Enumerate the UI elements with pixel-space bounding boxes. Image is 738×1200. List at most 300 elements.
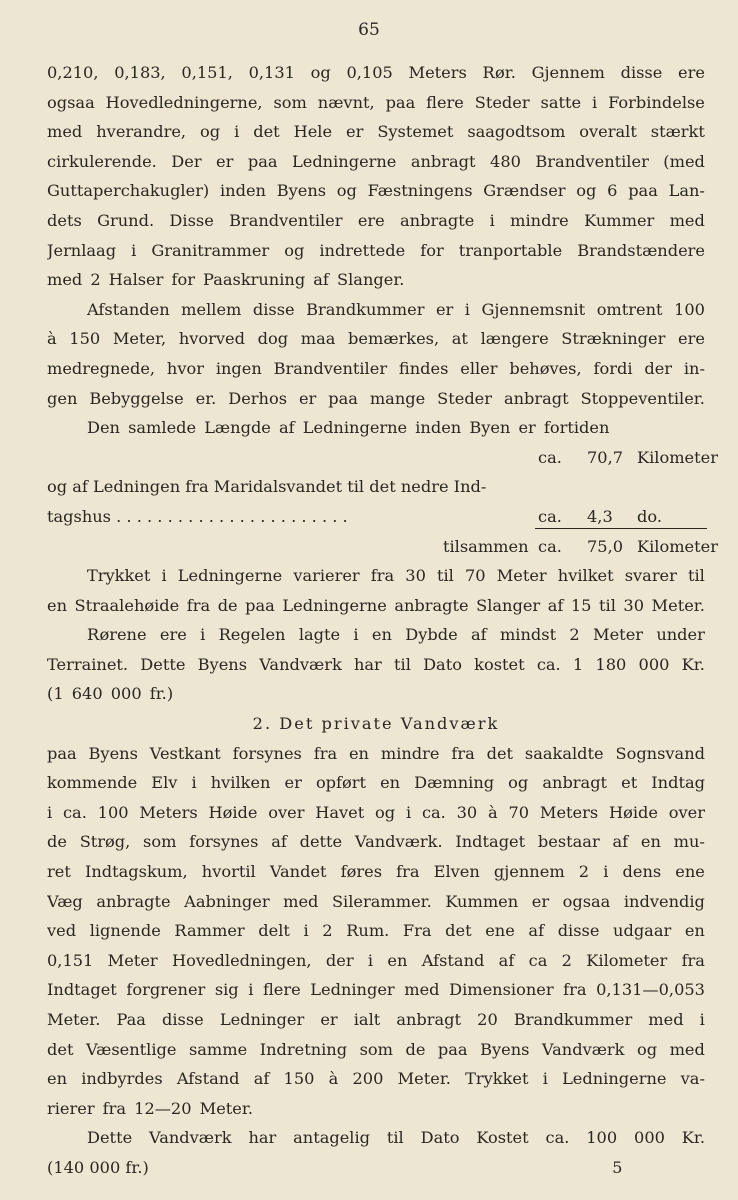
text-line <box>47 176 705 206</box>
word: til <box>599 595 616 615</box>
word: Straalehøide <box>74 595 180 615</box>
word: med <box>47 122 83 142</box>
word: og <box>636 1039 658 1059</box>
word: længere <box>480 329 549 349</box>
text-line <box>47 975 705 1005</box>
word: 0,151, <box>181 63 233 82</box>
word: under <box>656 625 705 645</box>
word: Længde <box>204 418 271 438</box>
word: i <box>464 299 470 319</box>
word: Rør. <box>482 63 516 82</box>
word: Slanger <box>476 595 541 615</box>
text-line <box>47 1123 705 1153</box>
word: dens <box>622 862 662 882</box>
word: 2 <box>561 950 572 970</box>
word: indrettede <box>319 240 406 260</box>
word: ogsaa <box>562 891 611 911</box>
word: 15 <box>570 595 592 615</box>
word: (1 <box>47 684 64 704</box>
word: hvilket <box>557 566 614 586</box>
word: Ledningerne <box>562 1069 667 1089</box>
word: Dato <box>423 654 462 674</box>
word: i <box>699 1010 705 1029</box>
word: anbragte <box>400 210 475 230</box>
word: svarer <box>624 566 677 586</box>
amount-value: 70,7 <box>587 447 624 467</box>
word: Byens <box>480 1039 530 1059</box>
word: ene <box>485 921 515 941</box>
word: de <box>405 1039 426 1059</box>
word: til <box>437 566 454 586</box>
word: 12—20 <box>134 1098 192 1118</box>
word: hvortil <box>201 862 256 882</box>
word: Kr. <box>681 1128 705 1148</box>
word: Byens <box>197 654 248 674</box>
word: som <box>143 832 177 852</box>
text-line <box>47 798 705 828</box>
word: med <box>47 270 83 290</box>
word: og <box>310 63 331 82</box>
word: Ledninger <box>310 980 395 1000</box>
word: Strøg, <box>79 832 131 852</box>
word: rierer <box>47 1098 95 1118</box>
word: 0,131—0,053 <box>596 980 705 1000</box>
page-number: 65 <box>358 20 380 40</box>
word: paa <box>245 595 275 615</box>
word: Byen <box>469 418 511 438</box>
word: i <box>353 625 359 645</box>
word: til <box>386 1128 404 1148</box>
word: Indtaget <box>47 980 117 1000</box>
amount-label: tagshus . . . . . . . . . . . . . . . . . . . . . . . <box>47 506 348 526</box>
word: lagte <box>298 625 341 645</box>
word: 000 <box>634 1128 665 1148</box>
word: og <box>284 240 305 260</box>
word: à <box>488 802 498 822</box>
word: satte <box>540 92 582 112</box>
word: gen <box>47 388 78 408</box>
word: paa <box>437 1039 468 1059</box>
text-line <box>47 620 705 650</box>
word: fra <box>396 862 420 882</box>
word: Stoppeventiler. <box>580 388 705 408</box>
word: har <box>248 1128 277 1148</box>
text-line: paa Byens Vestkant forsynes fra en mindre fra det saakaldte Sognsvand kommende Elv i hvilken er opført en Dæmning og anbragt et Indtag <box>47 743 705 793</box>
text-line <box>47 1035 705 1065</box>
word: Meter. <box>397 1069 451 1089</box>
word: à <box>328 1069 339 1089</box>
word: Meter <box>496 566 547 586</box>
word: Meter. <box>47 1010 101 1029</box>
word: dog <box>257 329 289 349</box>
word: dette <box>299 832 343 852</box>
word: inden <box>415 418 462 438</box>
word: Systemet <box>377 122 454 142</box>
word: anbragt <box>503 388 569 408</box>
section-heading: 2. Det private Vandværk <box>252 714 500 734</box>
word: saagodtsom <box>467 122 566 142</box>
word: Vandværk <box>541 1039 625 1059</box>
word: med <box>283 891 319 911</box>
word: af <box>278 418 295 438</box>
word: der <box>644 358 673 378</box>
word: føres <box>340 862 383 882</box>
word: det <box>253 122 280 142</box>
word: ca <box>528 950 548 970</box>
word: Regelen <box>218 625 286 645</box>
word: overalt <box>579 122 637 142</box>
word: paa <box>328 388 358 408</box>
text-line <box>47 946 705 976</box>
word: med <box>669 1039 705 1059</box>
word: Ledningerne <box>177 566 283 586</box>
word: Høide <box>208 802 258 822</box>
word: ere <box>357 210 385 230</box>
word: Dette <box>140 654 186 674</box>
word: Væsentlige <box>85 1039 177 1059</box>
word: Meter, <box>112 329 167 349</box>
word: antagelig <box>293 1128 371 1148</box>
word: er <box>531 891 550 911</box>
word: Brandventiler <box>273 358 388 378</box>
amount-value: 75,0 <box>587 536 624 556</box>
word: ere <box>678 329 705 349</box>
word: Brandkummer <box>513 1010 633 1029</box>
amount-line-city <box>47 443 718 473</box>
word: fra <box>370 566 395 586</box>
word: fra <box>102 1098 127 1118</box>
text-line <box>47 265 705 295</box>
word: mindre <box>510 210 569 230</box>
amount-label: tilsammen <box>443 536 529 556</box>
word: Gjennem <box>531 63 605 82</box>
word: ere <box>159 625 187 645</box>
word: Den <box>87 418 120 438</box>
word: cirkulerende. <box>47 151 157 171</box>
text-line <box>47 88 705 118</box>
word: for <box>171 270 195 290</box>
word: Væg <box>47 891 83 911</box>
word: 70 <box>508 802 530 822</box>
word: Hele <box>293 122 333 142</box>
text-line <box>47 827 705 857</box>
word: Strækninger <box>561 329 666 349</box>
word: i <box>161 566 167 586</box>
word: 30 <box>456 802 478 822</box>
word: Meter <box>593 625 644 645</box>
word: Brandventiler <box>535 151 649 171</box>
word: Kostet <box>476 1128 529 1148</box>
word: ialt <box>353 1010 381 1029</box>
word: Meter. <box>199 1098 253 1118</box>
text-line <box>47 324 705 354</box>
word: dets <box>47 210 82 230</box>
word: og <box>200 122 221 142</box>
word: 0,183, <box>114 63 166 82</box>
word: omtrent <box>596 299 663 319</box>
word: indvendig <box>623 891 705 911</box>
text-line <box>47 58 705 88</box>
text-line <box>47 1064 705 1094</box>
word: af <box>253 1069 270 1089</box>
word: 2 <box>578 862 590 882</box>
word: Hovedledningerne, <box>105 92 263 112</box>
word: Kr. <box>681 654 705 674</box>
word: af <box>612 832 629 852</box>
word: fortiden <box>543 418 610 438</box>
word: af <box>498 950 515 970</box>
word: kostet <box>474 654 525 674</box>
word: 480 <box>490 151 521 171</box>
word: Brandkummer <box>306 299 425 319</box>
cost-francs: (140 000 fr.) <box>47 1157 149 1177</box>
word: forsynes <box>189 832 259 852</box>
word: ret <box>47 862 71 882</box>
text-line <box>47 117 705 147</box>
word: ca. <box>545 1128 570 1148</box>
word: Lan- <box>668 181 705 201</box>
word: sig <box>214 980 239 1000</box>
word: og <box>375 802 396 822</box>
text-line <box>47 1094 705 1124</box>
word: 150 <box>69 329 101 349</box>
word: Trykket <box>87 566 151 586</box>
word: for <box>420 240 444 260</box>
word: Dimensioner <box>449 980 554 1000</box>
word: forgrener <box>126 980 206 1000</box>
word: Ledningerne <box>302 418 408 438</box>
word: 30 <box>623 595 645 615</box>
word: à <box>47 329 57 349</box>
word: Ledningerne <box>282 595 387 615</box>
word: det <box>445 921 472 941</box>
word: 6 <box>607 181 618 201</box>
amount-line-intake <box>47 502 705 532</box>
word: 70 <box>464 566 486 586</box>
word: Meters <box>139 802 198 822</box>
word: i <box>131 240 137 260</box>
word: hvor <box>166 358 204 378</box>
word: Indtagskum, <box>84 862 188 882</box>
word: i <box>248 980 254 1000</box>
amount-ca: ca. <box>538 536 562 556</box>
word: Kummer <box>584 210 655 230</box>
word: Der <box>171 151 202 171</box>
word: af <box>528 921 545 941</box>
word: 30 <box>405 566 426 586</box>
word: hverandre, <box>96 122 187 142</box>
word: med <box>404 980 440 1000</box>
word: Meter. <box>651 595 705 615</box>
word: de <box>217 595 238 615</box>
word: Gjennemsnit <box>481 299 586 319</box>
word: samlede <box>128 418 197 438</box>
word: Terrainet. <box>47 654 129 674</box>
word: Kilometer <box>586 950 668 970</box>
word: Kummen <box>445 891 519 911</box>
word: Vandværk <box>259 654 342 674</box>
word: fra <box>563 980 587 1000</box>
word: Indtaget <box>455 832 526 852</box>
word: en <box>387 950 408 970</box>
word: er. <box>195 388 217 408</box>
word: er <box>298 388 317 408</box>
word: 000 <box>110 684 142 704</box>
word: nævnt, <box>317 92 375 112</box>
word: Dato <box>420 1128 460 1148</box>
word: Grund. <box>97 210 155 230</box>
word: 0,131 <box>248 63 295 82</box>
text-line <box>47 147 705 177</box>
word: indbyrdes <box>81 1069 163 1089</box>
word: i <box>603 862 609 882</box>
word: Meter <box>107 950 158 970</box>
word: Meters <box>539 802 599 822</box>
word: er <box>346 122 364 142</box>
word: 2 <box>322 921 333 941</box>
word: Rørene <box>87 625 147 645</box>
text-line <box>47 236 705 266</box>
word: Aabninger <box>184 891 270 911</box>
word: Brandventiler <box>229 210 343 230</box>
amount-line-total <box>47 532 718 562</box>
word: er <box>518 418 536 438</box>
word: en <box>47 595 68 615</box>
word: Slanger. <box>337 270 405 290</box>
word: fra <box>681 950 705 970</box>
word: af <box>313 270 329 290</box>
word: inden <box>219 181 266 201</box>
word: paa <box>247 151 278 171</box>
word: 0,105 <box>346 63 393 82</box>
word: mindst <box>499 625 557 645</box>
word: Paaskruning <box>203 270 306 290</box>
word: anbragt <box>396 1010 462 1029</box>
word: ene <box>675 862 705 882</box>
word: 150 <box>283 1069 315 1089</box>
text-line <box>47 206 705 236</box>
word: 100 <box>97 802 129 822</box>
word: 180 <box>595 654 627 674</box>
word: som <box>359 1039 393 1059</box>
word: over <box>668 802 705 822</box>
word: Rum. <box>346 921 390 941</box>
word: disse <box>557 921 600 941</box>
amount-line-intake-label <box>47 472 705 502</box>
word: anbragte <box>96 891 171 911</box>
word: 0,151 <box>47 950 94 970</box>
word: ogsaa <box>47 92 95 112</box>
amount-label: og af Ledningen fra Maridalsvandet til det nedre Ind- <box>47 477 487 497</box>
amount-unit: do. <box>637 506 662 526</box>
word: Fra <box>402 921 432 941</box>
word: ved <box>47 921 77 941</box>
word: paa <box>385 92 416 112</box>
word: fordi <box>593 358 633 378</box>
text-line <box>47 413 705 443</box>
word: Havet <box>315 802 365 822</box>
word: Fæstningens <box>367 181 473 201</box>
word: Trykket <box>465 1069 529 1089</box>
text-line-final <box>47 1153 705 1183</box>
word: i <box>47 802 53 822</box>
word: i <box>489 210 495 230</box>
amount-ca: ca. <box>538 447 562 467</box>
word: gjennem <box>493 862 565 882</box>
word: Hovedledningen, <box>171 950 312 970</box>
word: Brandstændere <box>577 240 705 260</box>
word: bestaar <box>537 832 600 852</box>
word: i <box>234 122 240 142</box>
word: af <box>470 625 487 645</box>
word: Derhos <box>228 388 288 408</box>
word: delt <box>258 921 290 941</box>
text-line <box>47 679 705 709</box>
word: Afstand <box>421 950 485 970</box>
word: i <box>591 92 598 112</box>
word: Silerammer. <box>331 891 432 911</box>
word: og <box>336 181 357 201</box>
word: flere <box>426 92 464 112</box>
word: anbragt <box>410 151 476 171</box>
word: ca. <box>536 654 561 674</box>
word: ere <box>678 63 705 82</box>
word: Elven <box>433 862 480 882</box>
word: udgaar <box>613 921 672 941</box>
word: Steder <box>437 388 492 408</box>
word: disse <box>252 299 295 319</box>
word: Høide <box>608 802 658 822</box>
word: er <box>216 151 234 171</box>
word: disse <box>162 1010 204 1029</box>
word: stærkt <box>650 122 705 142</box>
word: i <box>405 802 412 822</box>
text-line <box>47 887 705 917</box>
word: findes <box>398 358 449 378</box>
word: der <box>325 950 354 970</box>
word: en <box>640 832 661 852</box>
text-line <box>47 354 705 384</box>
word: samme <box>188 1039 248 1059</box>
text-line <box>47 1005 705 1035</box>
word: i <box>200 625 206 645</box>
word: og <box>576 181 597 201</box>
word: Ledninger <box>219 1010 305 1029</box>
text-line <box>47 591 705 621</box>
word: fr.) <box>149 684 174 704</box>
word: 640 <box>71 684 103 704</box>
word: Rammer <box>174 921 245 941</box>
word: har <box>353 654 382 674</box>
word: Steder <box>474 92 530 112</box>
word: Indretning <box>259 1039 348 1059</box>
word: i <box>303 921 309 941</box>
word: eller <box>460 358 498 378</box>
word: med <box>669 210 705 230</box>
word: til <box>394 654 411 674</box>
word: 100 <box>674 299 705 319</box>
word: 1 <box>572 654 584 674</box>
word: 0,210, <box>47 63 99 82</box>
word: over <box>268 802 305 822</box>
word: Vandværk <box>149 1128 232 1148</box>
word: bemærkes, <box>348 329 440 349</box>
word: medregnede, <box>47 358 156 378</box>
text-line <box>47 857 705 887</box>
word: 100 <box>586 1128 618 1148</box>
word: af <box>271 832 287 852</box>
word: Byens <box>276 181 327 201</box>
